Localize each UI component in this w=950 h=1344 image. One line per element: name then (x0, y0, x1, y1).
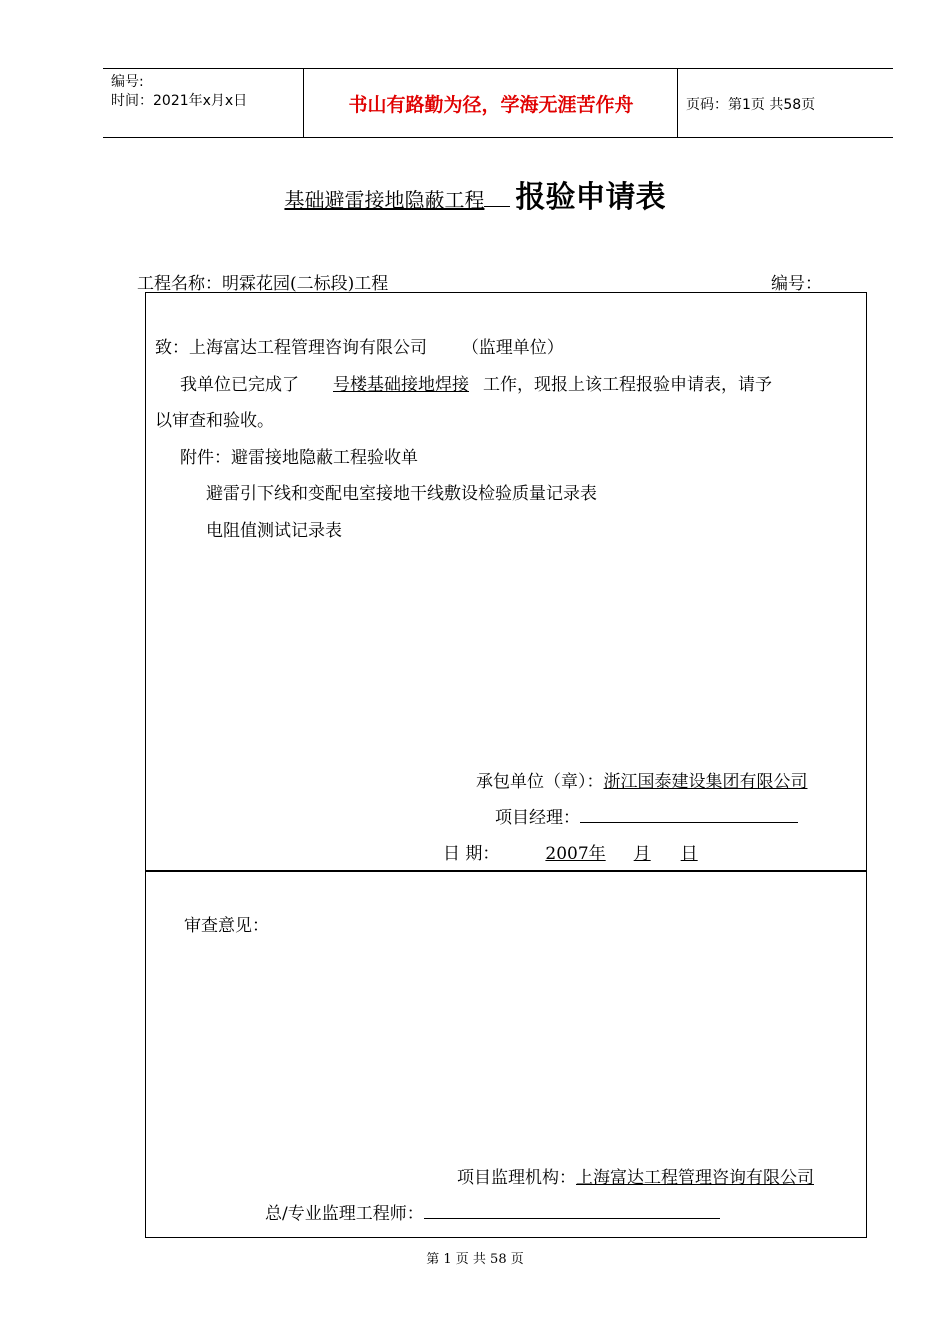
document-time: 时间：2021年x月x日 (111, 93, 248, 109)
form-subtitle: 基础避雷接地隐蔽工程 (284, 188, 485, 212)
application-form-box (145, 292, 867, 1238)
completion-statement-line2: 以审查和验收。 (155, 411, 274, 431)
manager-label: 项目经理： (495, 808, 580, 828)
completed-work: 号楼基础接地焊接 (333, 375, 469, 395)
date-line (443, 839, 726, 864)
completion-statement (180, 370, 772, 395)
attachment-3: 电阻值测试记录表 (206, 521, 342, 541)
header-page-number: 页码：第1页 共58页 (686, 97, 816, 113)
supervision-org-name: 上海富达工程管理咨询有限公司 (576, 1168, 814, 1188)
document-number-label: 编号: (111, 74, 144, 90)
completion-suffix: 工作，现报上该工程报验申请表，请予 (483, 375, 772, 395)
engineer-line (265, 1199, 720, 1224)
engineer-signature-blank (424, 1201, 720, 1219)
manager-line (495, 803, 798, 828)
header-meta (111, 73, 247, 111)
section-divider (146, 870, 866, 872)
contractor-line (476, 767, 808, 792)
date-year: 2007年 (545, 844, 606, 864)
contractor-name: 浙江国泰建设集团有限公司 (603, 772, 808, 792)
review-opinion-label: 审查意见： (184, 916, 269, 936)
header-divider (677, 69, 678, 137)
project-name: 工程名称：明霖花园(二标段)工程 (137, 274, 389, 294)
engineer-label: 总/专业监理工程师： (265, 1204, 424, 1224)
attachment-1: 附件：避雷接地隐蔽工程验收单 (180, 448, 418, 468)
date-value (499, 844, 725, 864)
manager-signature-blank (580, 805, 798, 823)
form-title (0, 172, 950, 216)
addressee-line (155, 333, 564, 358)
addressee: 致：上海富达工程管理咨询有限公司 (155, 338, 427, 358)
date-label: 日 期： (443, 844, 500, 864)
completion-prefix: 我单位已完成了 (180, 375, 299, 395)
header-motto: 书山有路勤为径，学海无涯苦作舟 (348, 93, 634, 116)
page-header (103, 68, 893, 138)
header-divider (303, 69, 304, 137)
supervisor-note: （监理单位） (461, 338, 564, 358)
page-footer: 第 1 页 共 58 页 (426, 1252, 524, 1267)
contractor-label: 承包单位（章）： (476, 772, 604, 792)
supervision-org-label: 项目监理机构： (457, 1168, 576, 1188)
attachment-2: 避雷引下线和变配电室接地干线敷设检验质量记录表 (206, 484, 597, 504)
supervision-org-line (457, 1163, 814, 1188)
date-day: 日 (680, 844, 698, 864)
project-number-label: 编号： (771, 274, 822, 294)
form-main-title: 报验申请表 (515, 180, 666, 215)
date-month: 月 (633, 844, 651, 864)
subtitle-underline (484, 188, 510, 207)
